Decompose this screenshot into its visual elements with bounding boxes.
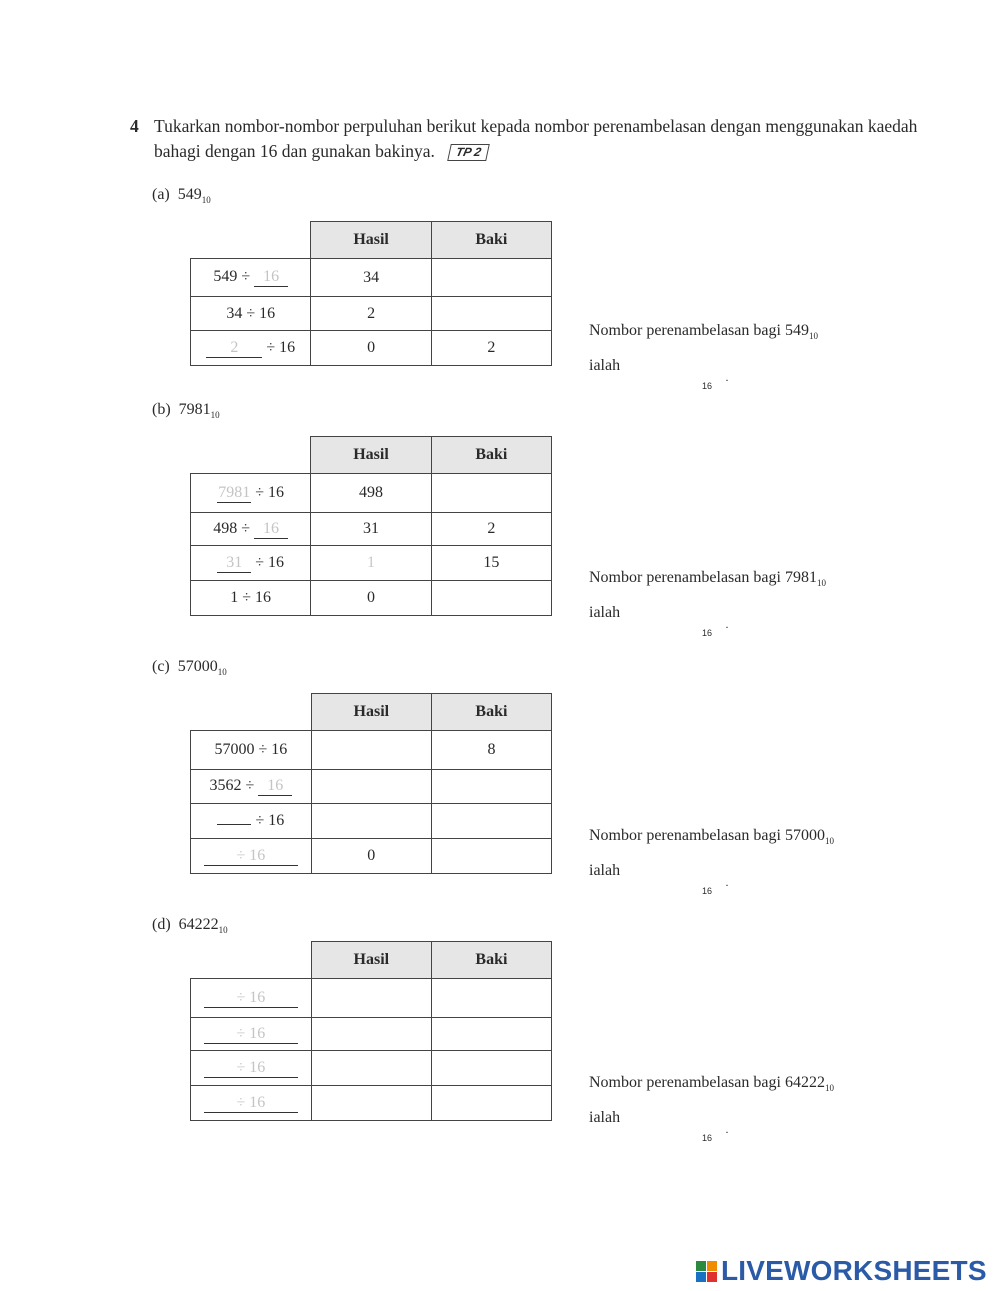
question-text (154, 114, 944, 164)
table-row: 57000 ÷ 16 8 (191, 731, 552, 770)
table-row (191, 1051, 552, 1086)
answer-blank[interactable]: 16 (254, 520, 288, 539)
answer-blank[interactable]: 16 (254, 268, 288, 287)
answer-input-base[interactable]: 16 (702, 381, 713, 392)
baki-cell: 2 (431, 513, 551, 546)
baki-cell[interactable] (431, 770, 551, 804)
answer-blank[interactable] (217, 824, 251, 825)
answer-blank[interactable]: 7981 (218, 483, 251, 501)
hasil-cell[interactable] (311, 731, 431, 770)
part-d-answer: Nombor perenambelasan bagi $64222_{10}$ ialah 16 · (589, 1068, 834, 1133)
hasil-header: Hasil (311, 437, 431, 474)
answer-blank[interactable]: ÷ 16 (204, 1059, 298, 1078)
brand-square-green-icon (696, 1261, 706, 1271)
answer-input-base[interactable]: 16 (702, 886, 713, 897)
part-b-label: (b) $7981_{10}$ (152, 401, 220, 421)
hasil-cell[interactable] (311, 979, 431, 1018)
hasil-cell: 0 (311, 581, 431, 616)
part-a-table (190, 221, 552, 366)
brand-square-red-icon (707, 1272, 717, 1282)
brand-square-orange-icon (707, 1261, 717, 1271)
hasil-header: Hasil (311, 222, 431, 259)
answer-blank[interactable]: ÷ 16 (204, 847, 298, 866)
part-a-answer: Nombor perenambelasan bagi $549_{10}$ ialah 16 · (589, 316, 818, 381)
baki-cell: 8 (431, 731, 551, 770)
baki-cell[interactable] (431, 1018, 551, 1051)
baki-cell[interactable] (431, 979, 551, 1018)
tp-badge: TP 2 (447, 144, 490, 161)
table-row: 498 ÷ 16 31 2 (191, 513, 552, 546)
part-c-label: (c) $57000_{10}$ (152, 658, 227, 678)
hasil-cell: 2 (311, 297, 431, 331)
hasil-cell: 498 (311, 474, 431, 513)
baki-cell[interactable] (431, 804, 551, 839)
table-row (191, 839, 552, 874)
table-row: 34 ÷ 16 2 (191, 297, 552, 331)
baki-cell[interactable] (431, 839, 551, 874)
hasil-cell[interactable] (311, 1086, 431, 1121)
part-d-label: (d) $64222_{10}$ (152, 916, 228, 936)
table-row (191, 1086, 552, 1121)
table-row: 7981 ÷ 16 498 (191, 474, 552, 513)
answer-blank[interactable]: 2 (206, 339, 262, 358)
hasil-cell: 31 (311, 513, 431, 546)
answer-blank[interactable]: ÷ 16 (204, 1025, 298, 1044)
baki-cell[interactable] (431, 581, 551, 616)
brand-grid-icon (696, 1261, 717, 1282)
baki-cell[interactable] (431, 1086, 551, 1121)
part-c-answer: Nombor perenambelasan bagi $57000_{10}$ ialah 16 · (589, 821, 834, 886)
part-d-table (190, 941, 552, 1121)
baki-header: Baki (431, 222, 551, 259)
hasil-cell[interactable]: 1 (311, 546, 431, 581)
baki-cell[interactable] (431, 259, 551, 297)
hasil-header: Hasil (311, 942, 431, 979)
baki-header: Baki (431, 437, 551, 474)
brand-square-blue-icon (696, 1272, 706, 1282)
hasil-cell: 34 (311, 259, 431, 297)
baki-cell[interactable] (431, 1051, 551, 1086)
baki-cell[interactable] (431, 297, 551, 331)
baki-header: Baki (431, 942, 551, 979)
brand-name: LIVEWORKSHEETS (721, 1255, 987, 1286)
hasil-cell[interactable] (311, 804, 431, 839)
table-row: ÷ 16 (191, 804, 552, 839)
liveworksheets-logo (696, 1254, 987, 1288)
baki-cell[interactable] (431, 474, 551, 513)
part-b-answer: Nombor perenambelasan bagi $7981_{10}$ ialah 16 · (589, 563, 826, 628)
answer-blank[interactable]: ÷ 16 (204, 1094, 298, 1113)
table-row (191, 1018, 552, 1051)
part-b-table (190, 436, 552, 616)
question-instruction: Tukarkan nombor-nombor perpuluhan berikut kepada nombor perenambelasan dengan menggunakan kaedah bahagi dengan 16 dan gunakan bakinya. (154, 116, 918, 161)
question-number: 4 (130, 116, 139, 136)
hasil-cell[interactable] (311, 1051, 431, 1086)
table-row (191, 979, 552, 1018)
table-row: 3562 ÷ 16 (191, 770, 552, 804)
baki-header: Baki (431, 694, 551, 731)
hasil-cell: 0 (311, 331, 431, 366)
part-c-table (190, 693, 552, 874)
answer-blank[interactable]: 31 (217, 554, 251, 573)
hasil-header: Hasil (311, 694, 431, 731)
table-row: 31 ÷ 16 1 15 (191, 546, 552, 581)
baki-cell: 2 (431, 331, 551, 366)
part-a-label: (a) $549_{10}$ (152, 186, 211, 206)
hasil-cell: 0 (311, 839, 431, 874)
table-row: 2 ÷ 16 0 2 (191, 331, 552, 366)
answer-blank[interactable]: 16 (258, 777, 292, 796)
hasil-cell[interactable] (311, 770, 431, 804)
hasil-cell[interactable] (311, 1018, 431, 1051)
table-row: 549 ÷ 16 34 (191, 259, 552, 297)
answer-input-base[interactable]: 16 (702, 1133, 713, 1144)
answer-input-base[interactable]: 16 (702, 628, 713, 639)
baki-cell: 15 (431, 546, 551, 581)
answer-blank[interactable]: ÷ 16 (204, 989, 298, 1008)
table-row: 1 ÷ 16 0 (191, 581, 552, 616)
